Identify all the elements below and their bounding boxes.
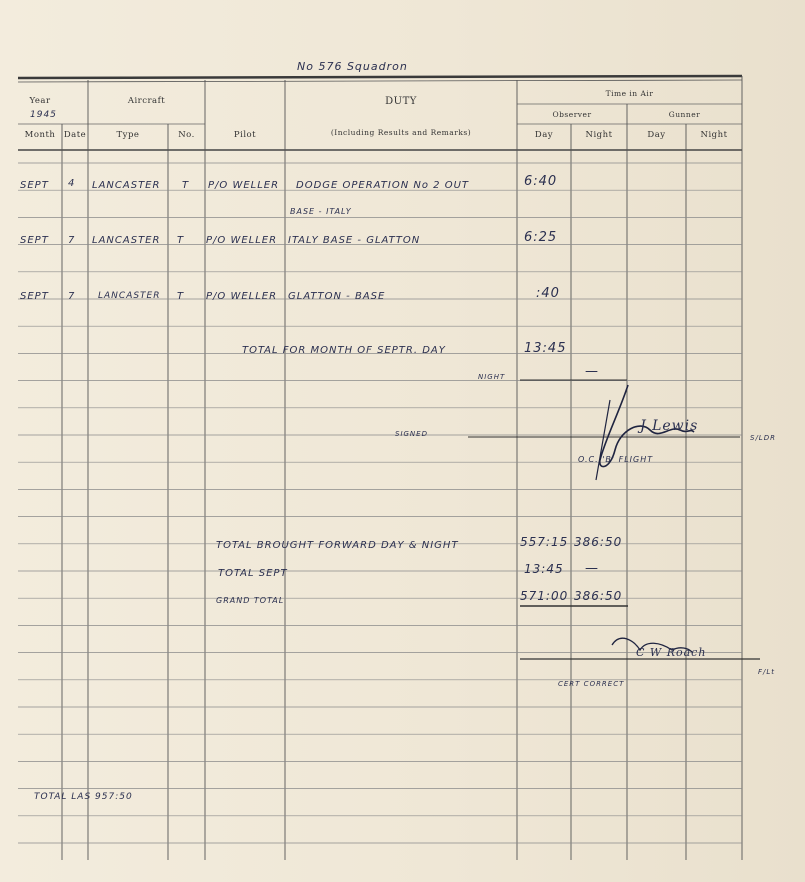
total-sept-day: 13:45 — [524, 562, 564, 576]
cert-correct-label: CERT CORRECT — [558, 680, 625, 688]
entry-date: 7 — [68, 235, 76, 246]
entry-duty: DODGE OPERATION No 2 OUT — [296, 180, 470, 191]
entry-pilot: P/O WELLER — [208, 180, 280, 191]
header-aircraft: Aircraft — [127, 96, 166, 106]
footer-total: TOTAL LAS 957:50 — [34, 792, 133, 802]
signed-label: SIGNED — [395, 430, 428, 438]
entry-observer-day: :40 — [536, 286, 560, 301]
header-year-value: 1945 — [30, 110, 57, 120]
entry-observer-day: 6:25 — [524, 230, 558, 245]
entry-duty: ITALY BASE - GLATTON — [288, 235, 421, 246]
total-sept-label: TOTAL SEPT — [218, 568, 288, 579]
header-pilot: Pilot — [233, 130, 257, 140]
brought-forward-night: 386:50 — [574, 535, 623, 549]
header-year: Year — [29, 96, 51, 106]
entry-month: SEPT — [20, 291, 49, 302]
cert-signature: C W Roach — [636, 646, 707, 659]
header-date: Date — [63, 130, 87, 140]
month-total-day: 13:45 — [524, 341, 567, 356]
header-gunner-day: Day — [647, 130, 666, 140]
cert-rank: F/Lt — [758, 668, 776, 676]
night-label: NIGHT — [478, 373, 506, 381]
entry-no: T — [182, 180, 190, 191]
entry-observer-day: 6:40 — [524, 174, 558, 189]
header-no: No. — [178, 130, 195, 140]
entry-month: SEPT — [20, 180, 49, 191]
entry-month: SEPT — [20, 235, 49, 246]
total-sept-night: — — [585, 561, 599, 576]
entry-duty: GLATTON - BASE — [288, 291, 386, 302]
entry-pilot: P/O WELLER — [206, 291, 278, 302]
month-total-label: TOTAL FOR MONTH OF SEPTR. DAY — [242, 345, 446, 356]
entry-date: 7 — [68, 291, 76, 302]
header-time-in-air: Time in Air — [605, 89, 654, 98]
header-gunner: Gunner — [668, 110, 701, 119]
entry-date: 4 — [68, 178, 76, 189]
grand-total-day: 571:00 — [520, 589, 569, 603]
squadron-title: No 576 Squadron — [297, 60, 408, 73]
header-type: Type — [116, 130, 140, 140]
entry-duty-continued: BASE - ITALY — [290, 207, 352, 216]
header-month: Month — [24, 130, 56, 140]
grand-total-night: 386:50 — [574, 589, 623, 603]
entry-type: LANCASTER — [92, 180, 161, 191]
entry-no: T — [177, 235, 185, 246]
header-duty-sub: (Including Results and Remarks) — [330, 128, 472, 137]
signature: J Lewis — [640, 418, 699, 434]
header-observer-day: Day — [534, 130, 554, 140]
signature-rank: S/LDR — [750, 434, 776, 442]
grand-total-label: GRAND TOTAL — [216, 596, 285, 605]
entry-type: LANCASTER — [92, 235, 161, 246]
brought-forward-day: 557:15 — [520, 535, 569, 549]
flight-label: O.C. 'B' FLIGHT — [578, 455, 654, 464]
header-observer-night: Night — [585, 130, 613, 140]
entry-no: T — [177, 291, 185, 302]
month-total-night: — — [585, 364, 599, 379]
brought-forward-label: TOTAL BROUGHT FORWARD DAY & NIGHT — [216, 540, 459, 551]
header-observer: Observer — [552, 110, 592, 119]
header-gunner-night: Night — [700, 130, 728, 140]
header-duty: DUTY — [385, 96, 417, 107]
entry-type: LANCASTER — [98, 291, 161, 301]
entry-pilot: P/O WELLER — [206, 235, 278, 246]
